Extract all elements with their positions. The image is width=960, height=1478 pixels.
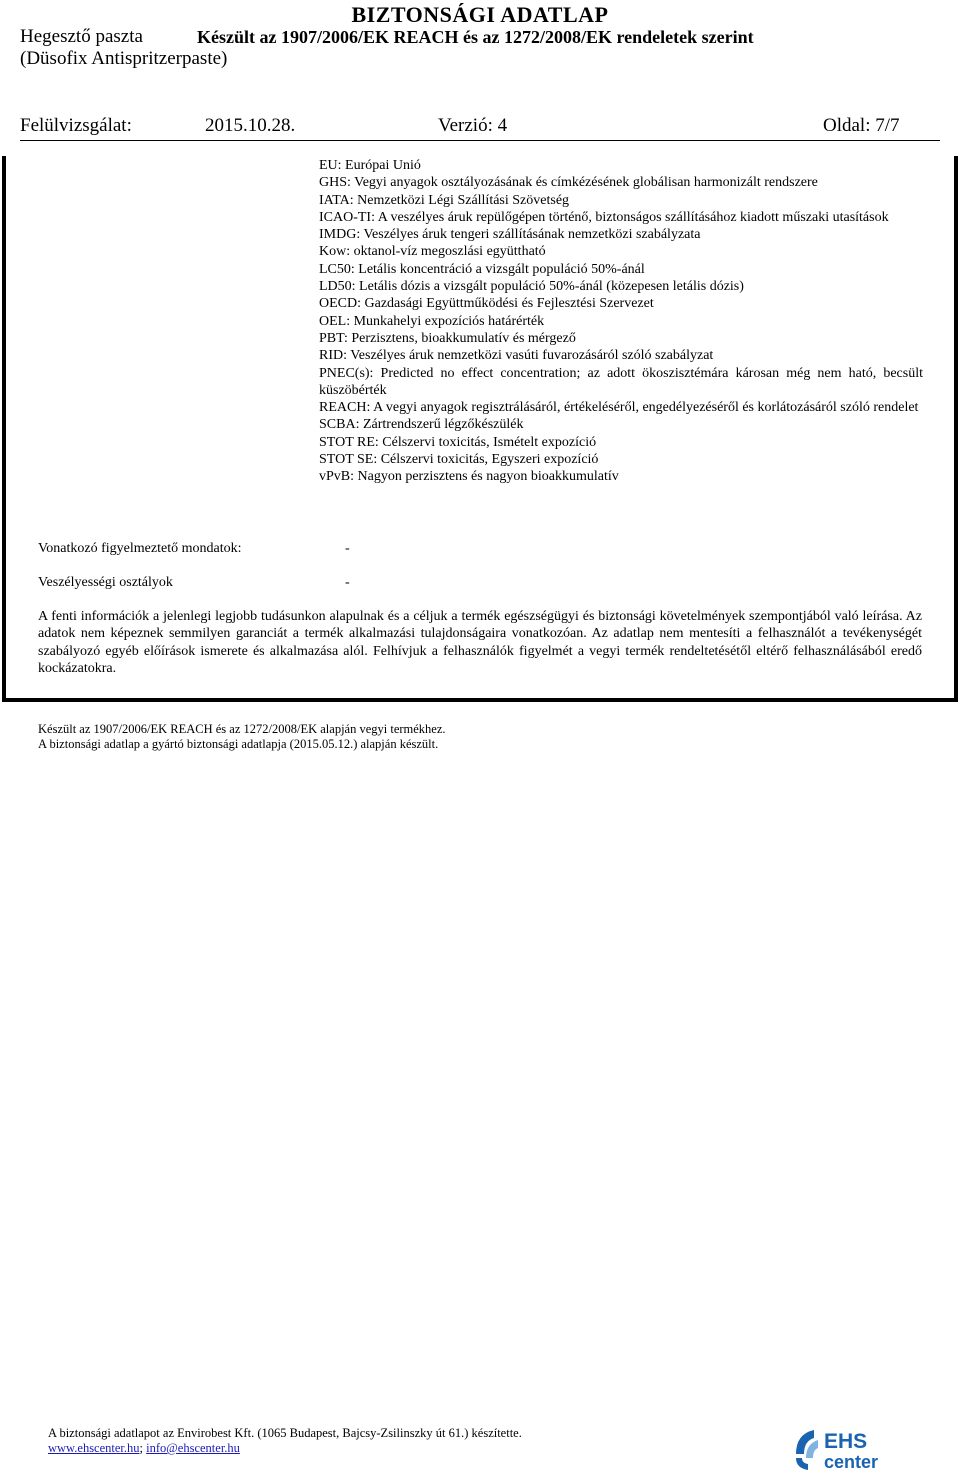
- logo-text-ehs: EHS: [824, 1430, 868, 1453]
- abbreviation-item: OECD: Gazdasági Együttműködési és Fejlesztési Szervezet: [319, 296, 654, 312]
- abbreviation-item: REACH: A vegyi anyagok regisztrálásáról, értékeléséről, engedélyezéséről és korlátozásáról szóló rendelet: [319, 400, 919, 416]
- abbreviation-item: OEL: Munkahelyi expozíciós határérték: [319, 313, 545, 329]
- abbreviation-item: GHS: Vegyi anyagok osztályozásának és címkézésének globálisan harmonizált rendszere: [319, 175, 818, 191]
- footnote-regulation: Készült az 1907/2006/EK REACH és az 1272/2008/EK alapján vegyi termékhez.: [38, 722, 446, 736]
- abbreviation-item: RID: Veszélyes áruk nemzetközi vasúti fuvarozásáról szóló szabályzat: [319, 348, 714, 364]
- logo-text-center: center: [824, 1452, 879, 1472]
- warning-statements-label: Vonatkozó figyelmeztető mondatok:: [38, 541, 242, 556]
- abbreviation-item: LD50: Letális dózis a vizsgált populáció 50%-ánál (közepesen letális dózis): [319, 279, 744, 295]
- review-label: Felülvizsgálat:: [20, 115, 132, 136]
- link-separator: ;: [139, 1441, 144, 1455]
- page-number: Oldal: 7/7: [823, 115, 900, 136]
- warning-statements-value: -: [345, 541, 350, 556]
- footnote-source: A biztonsági adatlap a gyártó biztonsági adatlapja (2015.05.12.) alapján készült.: [38, 737, 439, 751]
- abbreviation-item: LC50: Letális koncentráció a vizsgált populáció 50%-ánál: [319, 261, 645, 277]
- abbreviation-item: IATA: Nemzetközi Légi Szállítási Szövetség: [319, 192, 570, 208]
- regulation-subtitle: Készült az 1907/2006/EK REACH és az 1272/2008/EK rendeletek szerint: [197, 27, 754, 47]
- abbreviation-item: SCBA: Zártrendszerű légzőkészülék: [319, 417, 524, 433]
- abbreviation-item: vPvB: Nagyon perzisztens és nagyon bioakkumulatív: [319, 469, 619, 485]
- product-name-line1: Hegesztő paszta: [20, 26, 143, 47]
- abbreviation-item: PNEC(s): Predicted no effect concentration; az adott ökoszisztémára károsan még nem ható, becsült küszöbérték: [319, 365, 923, 398]
- header-divider: [20, 140, 940, 141]
- abbreviation-item: IMDG: Veszélyes áruk tengeri szállításának nemzetközi szabályzata: [319, 227, 701, 243]
- hazard-classes-value: -: [345, 575, 350, 590]
- ehs-center-logo: [792, 1424, 902, 1472]
- version-label: Verzió: 4: [438, 115, 508, 136]
- hazard-classes-label: Veszélyességi osztályok: [38, 575, 173, 590]
- website-link[interactable]: www.ehscenter.hu: [48, 1441, 140, 1455]
- document-title: BIZTONSÁGI ADATLAP: [351, 2, 609, 27]
- abbreviation-item: EU: Európai Unió: [319, 158, 421, 173]
- preparer-credit: [48, 1426, 522, 1456]
- disclaimer-paragraph: A fenti információk a jelenlegi legjobb tudásunkon alapulnak és a céljuk a termék egészségügyi és biztonsági követelmények szempontjából való leírása. Az adatok nem képeznek semmilyen garanciát a termék alkalmazási tulajdonságaira vonatkozóan. Az adatlap nem mentesíti a felhasználót a tevékenységét szabályozó egyéb előírások ismerete és alkalmazása alól. Felhívjuk a felhasználók figyelmét a vegyi termék rendeltetésétől eltérő felhasználásából eredő kockázatokra.: [38, 609, 922, 676]
- logo-mark-icon: [796, 1430, 818, 1470]
- section-frame-right: [954, 156, 958, 702]
- preparer-credit-text: A biztonsági adatlapot az Envirobest Kft. (1065 Budapest, Bajcsy-Zsilinszky út 61.) készítette.: [48, 1426, 522, 1440]
- abbreviation-item: ICAO-TI: A veszélyes áruk repülőgépen történő, biztonságos szállításához kiadott műszaki utasítások: [319, 209, 889, 225]
- section-frame-bottom: [2, 698, 958, 702]
- contact-links: [48, 1441, 522, 1456]
- email-link[interactable]: info@ehscenter.hu: [146, 1441, 240, 1455]
- abbreviation-item: STOT SE: Célszervi toxicitás, Egyszeri expozíció: [319, 452, 599, 468]
- abbreviation-item: STOT RE: Célszervi toxicitás, Ismételt expozíció: [319, 434, 597, 450]
- product-name-line2: (Düsofix Antispritzerpaste): [20, 48, 228, 69]
- section-frame-left: [2, 156, 6, 702]
- abbreviation-list: [319, 157, 923, 486]
- review-date: 2015.10.28.: [205, 115, 296, 136]
- abbreviation-item: Kow: oktanol-víz megoszlási együttható: [319, 244, 546, 260]
- abbreviation-item: PBT: Perzisztens, bioakkumulatív és mérgező: [319, 330, 576, 346]
